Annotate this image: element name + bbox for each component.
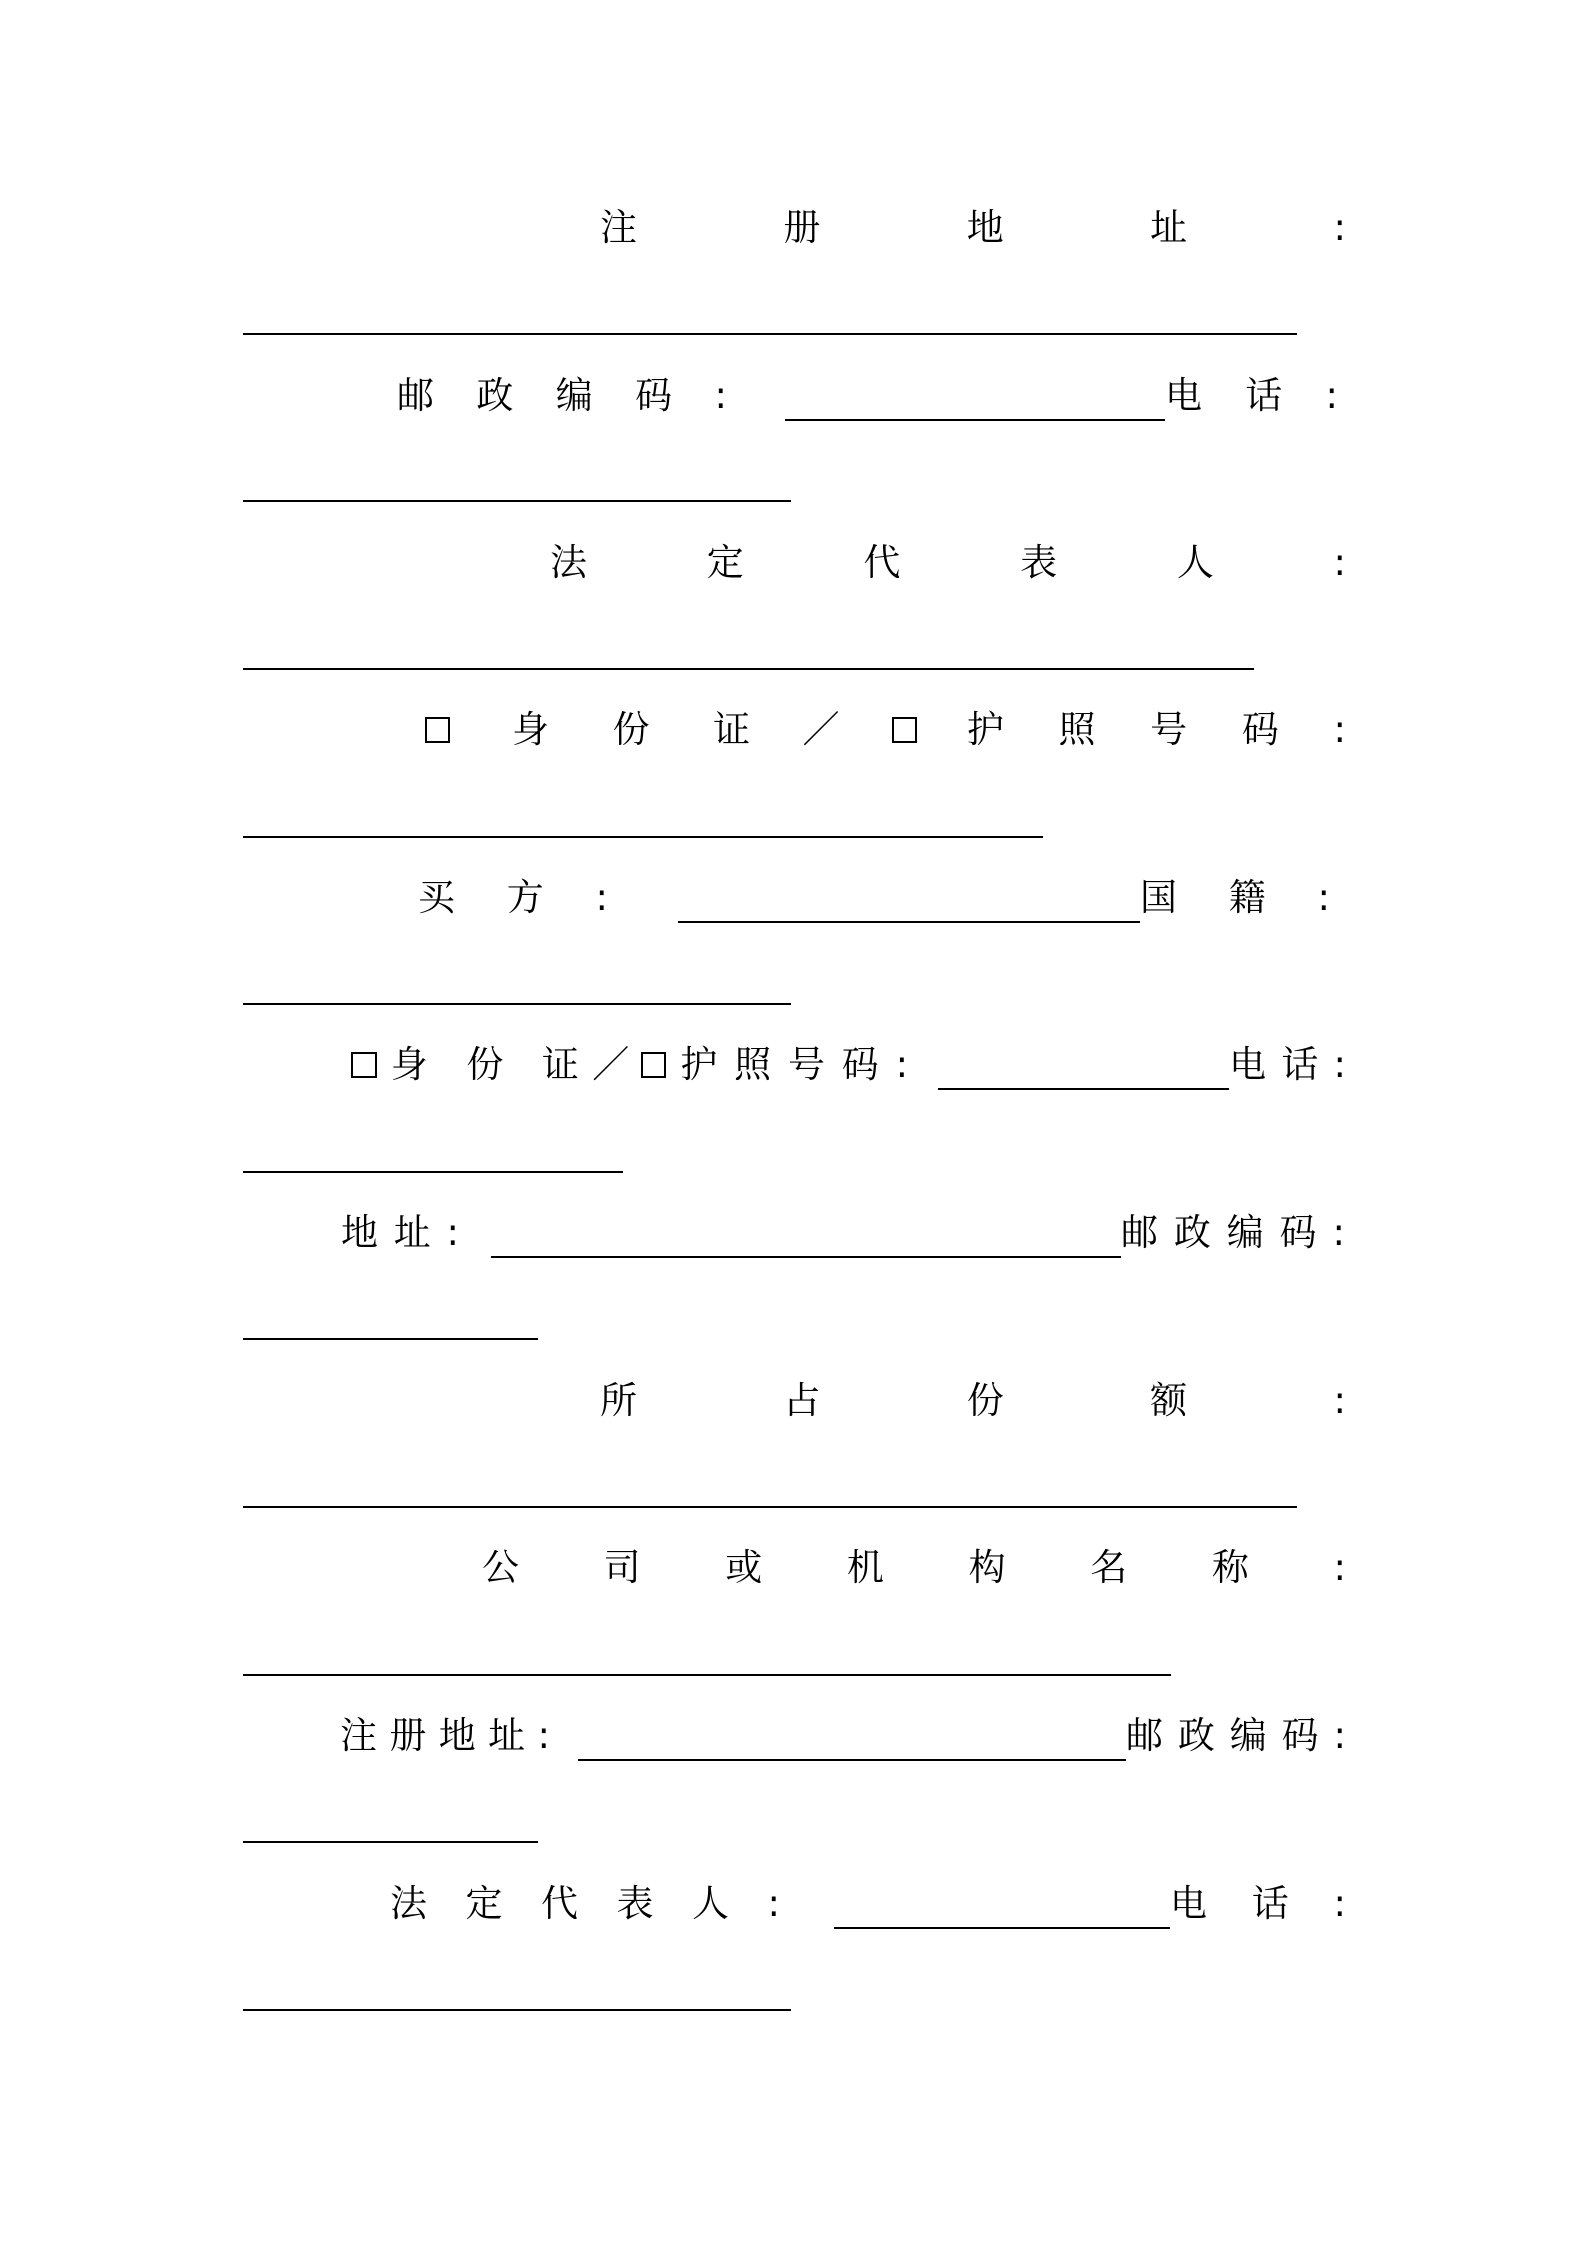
label-char: : bbox=[1333, 541, 1346, 584]
label-char: 司 bbox=[603, 1546, 641, 1589]
label-char: 码 bbox=[1241, 708, 1279, 751]
label-char: 证 bbox=[541, 1043, 579, 1086]
label-char: 人 bbox=[1176, 541, 1214, 584]
label-char: 国 bbox=[1140, 876, 1177, 919]
label-char: 址 bbox=[393, 1211, 431, 1254]
label-char: 址 bbox=[1150, 206, 1188, 249]
label-char: 定 bbox=[706, 541, 744, 584]
slash-separator: ／ bbox=[802, 708, 840, 751]
phone-label bbox=[1170, 1874, 1346, 1934]
postal-code-label bbox=[1126, 1706, 1346, 1766]
underline-blank[interactable] bbox=[243, 1338, 538, 1340]
label-char: 人 bbox=[692, 1882, 729, 1925]
label-char: 证 bbox=[713, 708, 751, 751]
company-name-label bbox=[482, 1538, 1346, 1598]
postal-code-blank[interactable] bbox=[785, 389, 1165, 421]
label-char: 地 bbox=[966, 206, 1004, 249]
registered-address-label bbox=[340, 1706, 550, 1766]
buyer-nationality-row bbox=[418, 868, 1346, 928]
label-char: 编 bbox=[1229, 1714, 1267, 1757]
label-char: 邮 bbox=[1121, 1211, 1158, 1254]
registered-address-label bbox=[600, 198, 1346, 258]
underline-blank[interactable] bbox=[243, 2009, 791, 2011]
label-char: : bbox=[1332, 1211, 1345, 1254]
legal-rep-phone-row bbox=[390, 1874, 1346, 1934]
id-card-label bbox=[512, 700, 750, 760]
label-char: 地 bbox=[438, 1714, 476, 1757]
label-char: : bbox=[1333, 1546, 1346, 1589]
label-char: 或 bbox=[725, 1546, 763, 1589]
label-char: 名 bbox=[1090, 1546, 1128, 1589]
address-label bbox=[341, 1203, 459, 1263]
label-char: 护 bbox=[680, 1043, 718, 1086]
label-char: 额 bbox=[1150, 1379, 1188, 1422]
label-char: 定 bbox=[465, 1882, 503, 1925]
label-char: 话 bbox=[1281, 1043, 1319, 1086]
label-char: 份 bbox=[466, 1043, 504, 1086]
label-char: 构 bbox=[968, 1546, 1006, 1589]
id-card-checkbox[interactable] bbox=[351, 1052, 377, 1078]
buyer-id-phone-row bbox=[351, 1035, 1346, 1095]
label-char: : bbox=[537, 1714, 550, 1757]
passport-number-label bbox=[967, 700, 1346, 760]
label-char: 话 bbox=[1251, 1882, 1289, 1925]
label-char: 注 bbox=[340, 1714, 377, 1757]
share-label bbox=[600, 1371, 1346, 1431]
postal-code-label bbox=[1121, 1203, 1345, 1263]
label-char: 邮 bbox=[1126, 1714, 1163, 1757]
id-card-checkbox[interactable] bbox=[425, 717, 450, 743]
reg-address-postal-row bbox=[340, 1706, 1346, 1766]
address-blank[interactable] bbox=[491, 1226, 1121, 1258]
label-char: 编 bbox=[555, 374, 593, 417]
id-passport-row bbox=[425, 700, 1346, 760]
id-card-label bbox=[391, 1035, 579, 1095]
label-char: 政 bbox=[476, 374, 514, 417]
underline-blank[interactable] bbox=[243, 1506, 1297, 1508]
label-char: 称 bbox=[1211, 1546, 1249, 1589]
buyer-label bbox=[418, 868, 608, 928]
label-char: 号 bbox=[787, 1043, 825, 1086]
label-char: 代 bbox=[541, 1882, 578, 1925]
postal-phone-row bbox=[397, 366, 1346, 426]
registered-address-blank[interactable] bbox=[578, 1729, 1126, 1761]
label-char: 法 bbox=[550, 541, 587, 584]
label-char: 册 bbox=[389, 1714, 427, 1757]
label-char: 份 bbox=[966, 1379, 1004, 1422]
label-char: : bbox=[1333, 708, 1346, 751]
label-char: : bbox=[895, 1043, 909, 1086]
underline-blank[interactable] bbox=[243, 1003, 791, 1005]
label-char: 身 bbox=[390, 1043, 428, 1086]
label-char: 公 bbox=[482, 1546, 519, 1589]
label-char: 政 bbox=[1173, 1211, 1211, 1254]
slash-separator: ／ bbox=[592, 1043, 630, 1086]
label-char: : bbox=[1333, 1714, 1346, 1757]
label-char: 编 bbox=[1226, 1211, 1264, 1254]
label-char: 电 bbox=[1170, 1882, 1207, 1925]
label-char: : bbox=[595, 876, 608, 919]
label-char: 照 bbox=[734, 1043, 772, 1086]
address-postal-row bbox=[341, 1203, 1346, 1263]
underline-blank[interactable] bbox=[243, 500, 791, 502]
label-char: : bbox=[446, 1211, 459, 1254]
label-char: 买 bbox=[418, 876, 455, 919]
legal-rep-label bbox=[390, 1874, 780, 1934]
label-char: : bbox=[767, 1882, 780, 1925]
label-char: 护 bbox=[966, 708, 1004, 751]
passport-checkbox[interactable] bbox=[641, 1052, 667, 1078]
label-char: 代 bbox=[863, 541, 901, 584]
label-char: 身 bbox=[511, 708, 549, 751]
underline-blank[interactable] bbox=[243, 333, 1297, 335]
passport-checkbox[interactable] bbox=[892, 717, 917, 743]
label-char: 籍 bbox=[1228, 876, 1266, 919]
label-char: : bbox=[714, 374, 727, 417]
nationality-label bbox=[1140, 868, 1330, 928]
label-char: 码 bbox=[1281, 1714, 1319, 1757]
buyer-blank[interactable] bbox=[678, 891, 1140, 923]
underline-blank[interactable] bbox=[243, 1674, 1171, 1676]
label-char: 码 bbox=[841, 1043, 879, 1086]
underline-blank[interactable] bbox=[243, 668, 1254, 670]
label-char: 所 bbox=[600, 1379, 637, 1422]
label-char: 电 bbox=[1165, 374, 1202, 417]
label-char: 机 bbox=[846, 1546, 884, 1589]
label-char: : bbox=[1333, 1043, 1346, 1086]
phone-label bbox=[1165, 366, 1338, 426]
label-char: : bbox=[1325, 374, 1338, 417]
label-char: 份 bbox=[612, 708, 650, 751]
label-char: 号 bbox=[1150, 708, 1188, 751]
passport-number-label bbox=[680, 1035, 908, 1095]
label-char: : bbox=[1333, 1882, 1346, 1925]
passport-number-blank[interactable] bbox=[938, 1058, 1229, 1090]
label-char: 话 bbox=[1245, 374, 1283, 417]
label-char: 地 bbox=[341, 1211, 378, 1254]
label-char: : bbox=[1333, 206, 1346, 249]
label-char: 电 bbox=[1229, 1043, 1267, 1086]
label-char: 法 bbox=[390, 1882, 427, 1925]
label-char: 邮 bbox=[397, 374, 434, 417]
label-char: 照 bbox=[1058, 708, 1096, 751]
label-char: 码 bbox=[635, 374, 673, 417]
label-char: 注 bbox=[600, 206, 637, 249]
label-char: 址 bbox=[488, 1714, 526, 1757]
underline-blank[interactable] bbox=[243, 1841, 538, 1843]
label-char: 表 bbox=[1020, 541, 1058, 584]
label-char: 册 bbox=[783, 206, 821, 249]
underline-blank[interactable] bbox=[243, 1171, 623, 1173]
postal-code-label bbox=[397, 366, 727, 426]
label-char: 表 bbox=[616, 1882, 654, 1925]
label-char: 码 bbox=[1279, 1211, 1317, 1254]
label-char: 方 bbox=[506, 876, 544, 919]
label-char: 占 bbox=[783, 1379, 821, 1422]
label-char: : bbox=[1317, 876, 1330, 919]
label-char: : bbox=[1333, 1379, 1346, 1422]
phone-label bbox=[1229, 1035, 1346, 1095]
label-char: 政 bbox=[1177, 1714, 1215, 1757]
underline-blank[interactable] bbox=[243, 836, 1043, 838]
legal-rep-label bbox=[550, 533, 1346, 593]
legal-rep-blank[interactable] bbox=[834, 1897, 1170, 1929]
